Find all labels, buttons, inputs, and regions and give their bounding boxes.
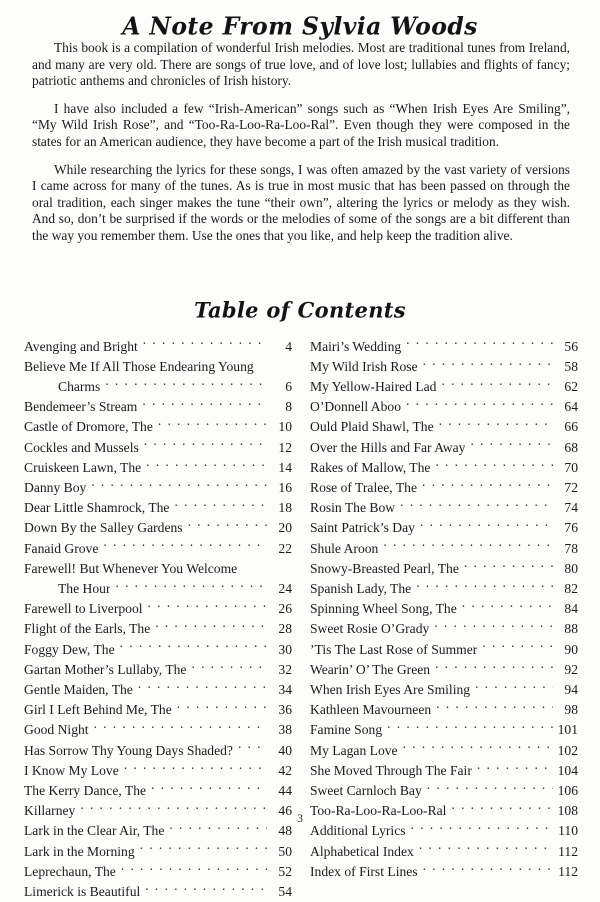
toc-entry[interactable] [24, 518, 292, 538]
toc-dot-leader [406, 337, 553, 351]
toc-entry[interactable] [24, 397, 292, 417]
intro-section [0, 40, 600, 245]
toc-entry-title: Castle of Dromore, The [24, 419, 153, 435]
toc-dot-leader [400, 499, 553, 513]
toc-entry[interactable] [310, 397, 578, 417]
toc-entry-page-number: 54 [278, 884, 292, 900]
toc-entry-page-number: 62 [564, 378, 578, 394]
book-page [0, 11, 600, 900]
toc-entry[interactable] [310, 337, 578, 357]
toc-dot-leader [441, 377, 553, 391]
toc-dot-leader [423, 357, 553, 371]
toc-entry-page-number: 112 [558, 863, 578, 879]
toc-entry[interactable] [24, 619, 292, 639]
toc-entry[interactable] [24, 337, 292, 357]
toc-entry-page-number: 14 [278, 459, 292, 475]
toc-dot-leader [148, 600, 267, 614]
toc-entry[interactable] [24, 700, 292, 720]
toc-right-column [310, 337, 578, 882]
toc-dot-leader [146, 458, 267, 472]
toc-entry-title: Good Night [24, 722, 89, 738]
toc-entry-title: She Moved Through The Fair [310, 762, 472, 778]
toc-entry[interactable] [24, 761, 292, 781]
toc-entry-title: Gentle Maiden, The [24, 681, 133, 697]
toc-entry-title: I Know My Love [24, 762, 119, 778]
toc-entry-title: Over the Hills and Far Away [310, 439, 466, 455]
toc-entry-title: Farewell! But Whenever You Welcome [24, 560, 238, 576]
toc-entry[interactable] [310, 842, 578, 862]
toc-entry-title: Spanish Lady, The [310, 580, 412, 596]
toc-entry[interactable] [310, 862, 578, 882]
toc-entry-page-number: 101 [557, 722, 578, 738]
toc-entry[interactable] [24, 438, 292, 458]
toc-entry[interactable] [24, 680, 292, 700]
toc-dot-leader [464, 559, 553, 573]
toc-dot-leader [420, 519, 553, 533]
toc-entry-page-number: 8 [285, 399, 292, 415]
toc-dot-leader [383, 539, 553, 553]
toc-entry-page-number: 64 [564, 399, 578, 415]
toc-dot-leader [94, 721, 267, 735]
toc-entry-title: Believe Me If All Those Endearing Young [24, 358, 254, 374]
toc-entry-title: Cruiskeen Lawn, The [24, 459, 142, 475]
toc-entry[interactable] [310, 498, 578, 518]
toc-entry-title: My Lagan Love [310, 742, 398, 758]
toc-entry-title: Limerick is Beautiful [24, 884, 141, 900]
toc-entry[interactable] [24, 417, 292, 437]
toc-dot-leader [403, 741, 553, 755]
toc-entry-title: Rose of Tralee, The [310, 479, 417, 495]
toc-entry-title: Sweet Carnloch Bay [310, 783, 422, 798]
toc-entry-title: Bendemeer’s Stream [24, 399, 138, 415]
toc-entry-page-number: 58 [564, 358, 578, 374]
toc-entry[interactable] [310, 377, 578, 397]
toc-entry[interactable] [310, 680, 578, 700]
toc-dot-leader [387, 721, 553, 735]
toc-dot-leader [427, 781, 553, 795]
toc-entry-page-number: 106 [557, 783, 578, 798]
toc-entry[interactable] [310, 357, 578, 377]
intro-paragraph: While researching the lyrics for these songs, I was often amazed by the vast variety of versions I came across for many of the tunes. As is true in most music that has been passed on through the oral tradition, each singer makes the tune “their own”, altering the lyrics or melody as they wish. And so, don’t be surprised if the words or the melodies of some of the songs are a bit different than the way you remember them. Use the ones that you like, and help keep the tradition alive. [32, 161, 570, 243]
toc-entry-title: Down By the Salley Gardens [24, 520, 183, 536]
toc-entry[interactable] [310, 599, 578, 619]
spacer [0, 245, 600, 297]
toc-entry-title: Farewell to Liverpool [24, 601, 143, 617]
toc-entry[interactable] [24, 579, 292, 599]
toc-dot-leader [105, 377, 267, 391]
toc-entry-page-number: 88 [564, 621, 578, 637]
toc-entry-title: Mairi’s Wedding [310, 338, 402, 354]
toc-entry[interactable] [310, 619, 578, 639]
toc-dot-leader [475, 680, 553, 694]
toc-entry-title: Charms [58, 378, 101, 394]
toc-entry-page-number: 92 [564, 661, 578, 677]
toc-entry[interactable] [310, 741, 578, 761]
toc-entry-page-number: 24 [278, 580, 292, 596]
toc-entry-title: My Yellow-Haired Lad [310, 378, 437, 394]
toc-dot-leader [158, 418, 267, 432]
toc-entry-title: Index of First Lines [310, 863, 418, 879]
toc-entry-page-number: 16 [278, 479, 292, 495]
toc-entry-page-number: 42 [278, 762, 292, 778]
toc-dot-leader [151, 781, 267, 795]
toc-entry[interactable] [310, 640, 578, 660]
intro-paragraph: I have also included a few “Irish-American” songs such as “When Irish Eyes Are Smiling”, “My Wild Irish Rose”, and “Too-Ra-Loo-Ra-Loo-Ral”. Even though they were composed in the states for an American audience, they have become a part of the Irish musical tradition. [32, 100, 570, 149]
toc-dot-leader [124, 761, 267, 775]
toc-entry[interactable] [310, 539, 578, 559]
toc-dot-leader [259, 357, 267, 371]
toc-entry-title: Saint Patrick’s Day [310, 520, 415, 536]
toc-entry-page-number: 4 [285, 338, 292, 354]
toc-dot-leader [142, 398, 267, 412]
toc-entry-page-number: 56 [564, 338, 578, 354]
table-of-contents-heading: Table of Contents [194, 296, 406, 323]
toc-entry[interactable] [310, 458, 578, 478]
toc-entry-title: Cockles and Mussels [24, 439, 139, 455]
toc-dot-leader [188, 519, 267, 533]
toc-entry-title: Sweet Rosie O’Grady [310, 621, 430, 637]
toc-entry-title: Girl I Left Behind Me, The [24, 702, 172, 718]
toc-entry-page-number: 46 [278, 803, 292, 819]
spacer [0, 322, 600, 337]
toc-entry[interactable] [24, 478, 292, 498]
toc-entry[interactable] [310, 559, 578, 579]
intro-paragraph: This book is a compilation of wonderful Irish melodies. Most are traditional tunes from Ireland, and many are very old. There are songs of true love, and of love lost; lullabies and flights of fancy; patriotic anthems and chronicles of Irish history. [32, 40, 570, 89]
toc-entry-title: Lark in the Morning [24, 843, 135, 859]
toc-entry-page-number: 26 [278, 601, 292, 617]
toc-entry-page-number: 50 [278, 843, 292, 859]
toc-entry[interactable] [24, 498, 292, 518]
toc-entry[interactable] [310, 700, 578, 720]
toc-entry-page-number: 74 [564, 500, 578, 516]
toc-dot-leader [238, 741, 267, 755]
toc-entry[interactable] [24, 842, 292, 862]
toc-entry-title: Alphabetical Index [310, 843, 414, 859]
toc-entry-title: Too-Ra-Loo-Ra-Loo-Ral [310, 803, 447, 819]
toc-dot-leader [470, 438, 553, 452]
toc-dot-leader [439, 418, 553, 432]
toc-entry-page-number: 48 [278, 823, 292, 839]
toc-entry-title: Dear Little Shamrock, The [24, 500, 170, 516]
toc-entry-title: Ould Plaid Shawl, The [310, 419, 434, 435]
toc-dot-leader [422, 478, 553, 492]
toc-entry-title: Rakes of Mallow, The [310, 459, 431, 475]
toc-dot-leader [477, 761, 553, 775]
toc-entry[interactable] [24, 539, 292, 559]
toc-dot-leader [120, 640, 267, 654]
toc-entry-title: Foggy Dew, The [24, 641, 115, 657]
toc-entry-title: Killarney [24, 803, 76, 819]
toc-entry-title: My Wild Irish Rose [310, 358, 418, 374]
toc-dot-leader [434, 620, 553, 634]
toc-entry-page-number: 98 [564, 702, 578, 718]
toc-entry-page-number: 40 [278, 742, 292, 758]
toc-entry-title: O’Donnell Aboo [310, 399, 401, 415]
toc-dot-leader [435, 660, 553, 674]
toc-entry-page-number: 12 [278, 439, 292, 455]
toc-entry-page-number: 102 [557, 742, 578, 758]
toc-entry[interactable] [24, 559, 292, 579]
toc-entry[interactable] [24, 862, 292, 882]
toc-entry[interactable] [310, 438, 578, 458]
toc-entry[interactable] [24, 781, 292, 801]
toc-dot-leader [91, 478, 267, 492]
page-title: A Note From Sylvia Woods [122, 11, 478, 41]
toc-entry-title: ’Tis The Last Rose of Summer [310, 641, 478, 657]
toc-entry-page-number: 30 [278, 641, 292, 657]
toc-entry-title: When Irish Eyes Are Smiling [310, 681, 471, 697]
toc-entry[interactable] [24, 741, 292, 761]
toc-entry[interactable] [310, 518, 578, 538]
toc-entry-page-number: 38 [278, 722, 292, 738]
toc-entry-page-number: 52 [278, 863, 292, 879]
toc-entry-title: Kathleen Mavourneen [310, 702, 432, 718]
toc-dot-leader [143, 337, 267, 351]
toc-entry[interactable] [310, 478, 578, 498]
toc-entry-page-number: 68 [564, 439, 578, 455]
toc-entry-title: Danny Boy [24, 479, 87, 495]
toc-entry-page-number: 84 [564, 601, 578, 617]
toc-entry[interactable] [24, 377, 292, 397]
toc-dot-leader [155, 620, 267, 634]
toc-dot-leader [138, 680, 267, 694]
toc-entry-page-number: 28 [278, 621, 292, 637]
page-number: 3 [297, 811, 303, 825]
toc-entry-page-number: 10 [278, 419, 292, 435]
toc-dot-leader [191, 660, 267, 674]
toc-dot-leader [242, 559, 267, 573]
toc-entry-title: Additional Lyrics [310, 823, 406, 839]
toc-entry-page-number: 18 [278, 500, 292, 516]
toc-entry[interactable] [310, 781, 578, 801]
toc-entry[interactable] [310, 761, 578, 781]
toc-entry-page-number: 78 [564, 540, 578, 556]
toc-entry-page-number: 44 [278, 783, 292, 798]
toc-dot-leader [115, 579, 267, 593]
toc-dot-leader [419, 842, 553, 856]
toc-dot-leader [121, 862, 267, 876]
toc-dot-leader [416, 579, 553, 593]
toc-dot-leader [406, 398, 553, 412]
toc-entry[interactable] [310, 417, 578, 437]
toc-entry-page-number: 72 [564, 479, 578, 495]
toc-entry[interactable] [24, 640, 292, 660]
toc-entry-page-number: 108 [557, 803, 578, 819]
toc-dot-leader [423, 862, 553, 876]
toc-entry-title: Spinning Wheel Song, The [310, 601, 457, 617]
toc-entry[interactable] [310, 660, 578, 680]
toc-dot-leader [435, 458, 553, 472]
toc-entry-page-number: 76 [564, 520, 578, 536]
toc-dot-leader [140, 842, 267, 856]
toc-dot-leader [177, 701, 267, 715]
toc-entry-title: Avenging and Bright [24, 338, 138, 354]
toc-entry[interactable] [24, 599, 292, 619]
toc-entry-page-number: 34 [278, 681, 292, 697]
toc-entry-title: Snowy-Breasted Pearl, The [310, 560, 459, 576]
toc-entry[interactable] [310, 720, 578, 740]
toc-entry-title: Wearin’ O’ The Green [310, 661, 431, 677]
toc-dot-leader [462, 600, 553, 614]
toc-entry[interactable] [24, 882, 292, 902]
toc-dot-leader [103, 539, 267, 553]
toc-entry-page-number: 32 [278, 661, 292, 677]
toc-dot-leader [145, 882, 267, 896]
toc-entry-page-number: 20 [278, 520, 292, 536]
toc-entry-page-number: 36 [278, 702, 292, 718]
toc-entry-page-number: 66 [564, 419, 578, 435]
toc-entry-title: Gartan Mother’s Lullaby, The [24, 661, 187, 677]
toc-entry[interactable] [24, 357, 292, 377]
toc-entry-page-number: 82 [564, 580, 578, 596]
toc-entry[interactable] [24, 458, 292, 478]
toc-entry-title: The Kerry Dance, The [24, 783, 147, 798]
toc-entry-page-number: 112 [558, 843, 578, 859]
toc-entry[interactable] [310, 579, 578, 599]
toc-entry-title: Shule Aroon [310, 540, 379, 556]
toc-dot-leader [174, 499, 267, 513]
toc-entry[interactable] [24, 660, 292, 680]
toc-entry-page-number: 80 [564, 560, 578, 576]
toc-entry-page-number: 70 [564, 459, 578, 475]
toc-entry-page-number: 22 [278, 540, 292, 556]
toc-entry-title: Lark in the Clear Air, The [24, 823, 165, 839]
toc-entry-page-number: 6 [285, 378, 292, 394]
toc-entry[interactable] [24, 720, 292, 740]
toc-entry-page-number: 104 [557, 762, 578, 778]
toc-dot-leader [144, 438, 267, 452]
toc-entry-page-number: 90 [564, 641, 578, 657]
toc-entry-title: Rosin The Bow [310, 500, 396, 516]
toc-entry-title: Flight of the Earls, The [24, 621, 151, 637]
toc-entry-title: The Hour [58, 580, 111, 596]
toc-entry-page-number: 94 [564, 681, 578, 697]
toc-entry-title: Has Sorrow Thy Young Days Shaded? [24, 742, 233, 758]
toc-entry-title: Leprechaun, The [24, 863, 116, 879]
toc-entry-page-number: 110 [558, 823, 578, 839]
toc-dot-leader [482, 640, 553, 654]
toc-dot-leader [436, 701, 553, 715]
toc-entry-title: Famine Song [310, 722, 383, 738]
toc-entry-title: Fanaid Grove [24, 540, 99, 556]
